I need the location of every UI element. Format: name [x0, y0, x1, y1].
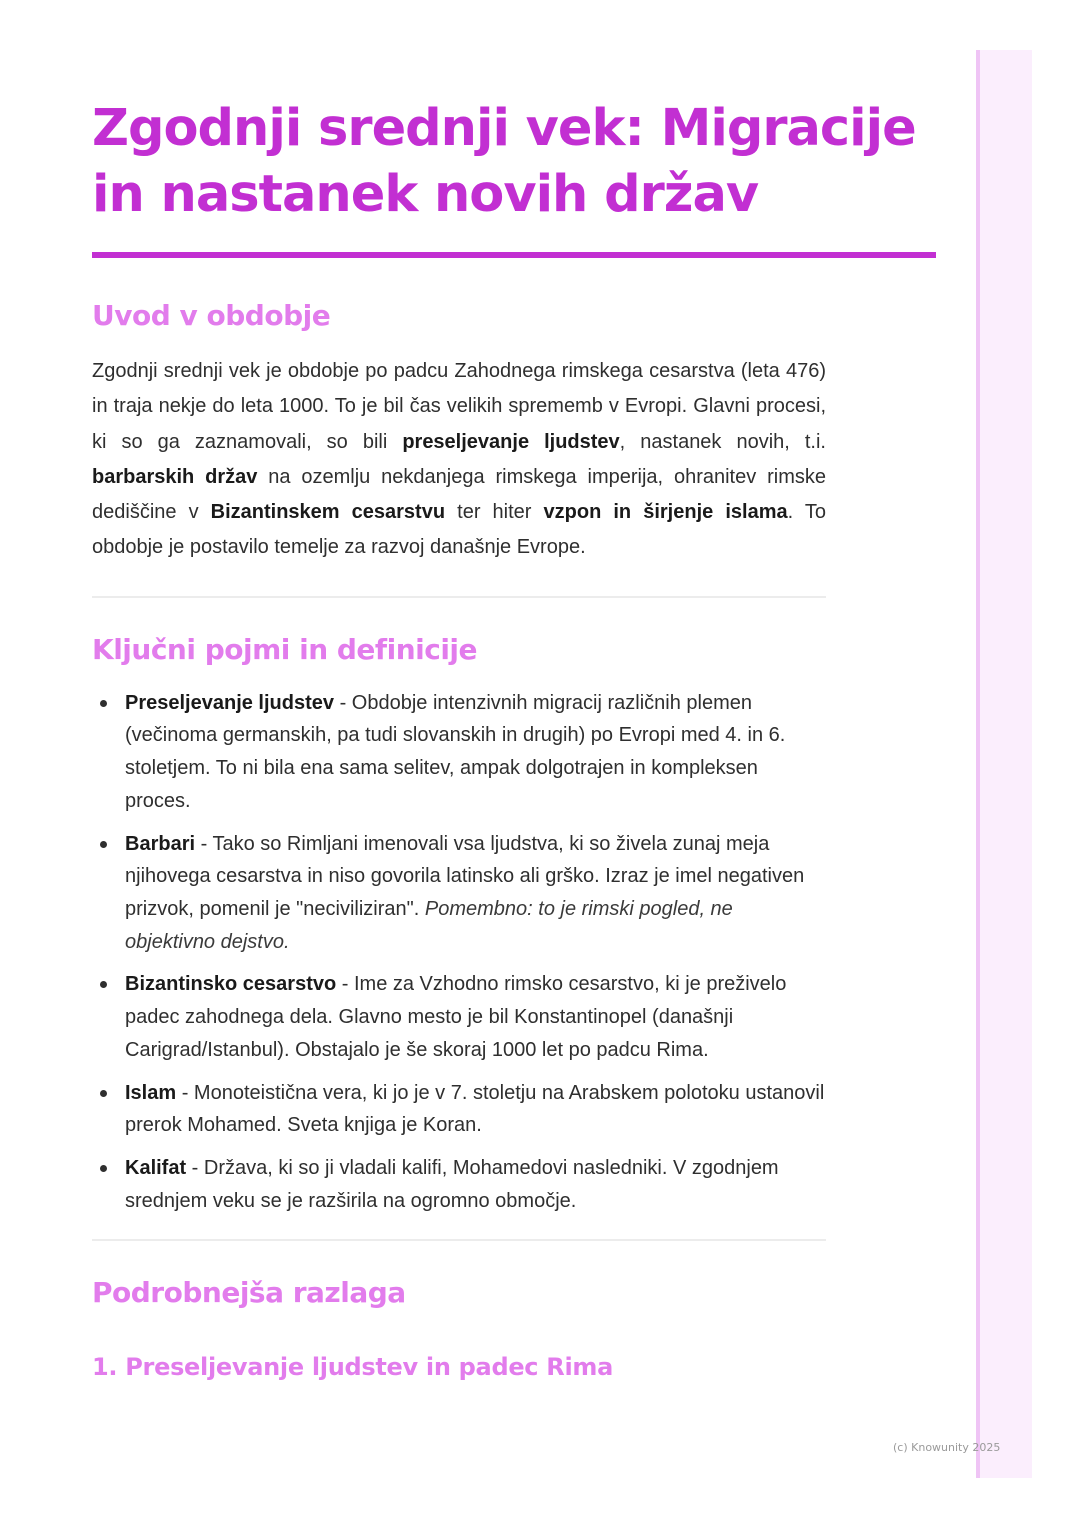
document-page	[92, 96, 936, 1383]
title-underline	[92, 252, 936, 258]
section-divider	[92, 596, 826, 598]
term-definition: - Ime za Vzhodno rimsko cesarstvo, ki je preživelo padec zahodnega dela. Glavno mesto je bil Konstantinopel (današnji Carigrad/Istanbul). Obstajalo je še skoraj 1000 let po padcu Rima.	[125, 973, 787, 1061]
bullet-icon	[100, 841, 107, 848]
list-item	[92, 1077, 826, 1142]
term-name: Kalifat	[125, 1156, 187, 1179]
section-heading-details: Podrobnejša razlaga	[92, 1276, 406, 1310]
term-name: Preseljevanje ljudstev	[125, 691, 335, 714]
term-name: Bizantinsko cesarstvo	[125, 973, 337, 996]
term-note: Pomembno: to je rimski pogled, ne objektivno dejstvo.	[125, 898, 733, 953]
terms-list	[92, 687, 826, 1218]
intro-bold-barbarian-states: barbarskih držav	[92, 465, 258, 488]
term-definition: - Država, ki so ji vladali kalifi, Mohamedovi nasledniki. V zgodnjem srednjem veku se je razširila na ogromno območje.	[125, 1156, 779, 1212]
intro-text-3: na ozemlju nekdanjega rimskega imperija, ohranitev rimske dediščine v	[92, 465, 826, 524]
intro-text-5: . To obdobje je postavilo temelje za razvoj današnje Evrope.	[92, 501, 826, 559]
intro-bold-islam: vzpon in širjenje islama	[543, 501, 788, 524]
bullet-icon	[100, 1090, 107, 1097]
intro-text-4: ter hiter	[445, 501, 544, 524]
intro-text-1: Zgodnji srednji vek je obdobje po padcu Zahodnega rimskega cesarstva (leta 476) in traja nekje do leta 1000. To je bil čas velikih sprememb v Evropi. Glavni procesi, ki so ga zaznamovali, so bili	[92, 360, 826, 453]
intro-bold-byzantine: Bizantinskem cesarstvu	[210, 501, 446, 524]
document-title: Zgodnji srednji vek: Migracije in nastanek novih držav	[92, 99, 916, 224]
intro-bold-migration: preseljevanje ljudstev	[402, 430, 620, 453]
section-heading-terms: Ključni pojmi in definicije	[92, 632, 478, 666]
intro-text-2: , nastanek novih, t.i.	[619, 430, 826, 453]
section-heading-intro: Uvod v obdobje	[92, 299, 331, 332]
section-divider	[92, 1239, 826, 1241]
copyright-footer: (c) Knowunity 2025	[893, 1441, 1001, 1454]
term-name: Islam	[125, 1081, 177, 1104]
side-margin-strip	[976, 50, 1032, 1478]
list-item	[92, 687, 826, 818]
bullet-icon	[100, 1165, 107, 1172]
bullet-icon	[100, 700, 107, 707]
subsection-heading-migration: 1. Preseljevanje ljudstev in padec Rima	[92, 1353, 613, 1382]
term-definition: - Tako so Rimljani imenovali vsa ljudstva, ki so živela zunaj meja njihovega cesarstva in niso govorila latinsko ali grško. Izraz je imel negativen prizvok, pomenil je "neciviliziran".	[125, 832, 805, 920]
term-definition: - Monoteistična vera, ki jo je v 7. stoletju na Arabskem polotoku ustanovil prerok Mohamed. Sveta knjiga je Koran.	[125, 1081, 825, 1137]
list-item	[92, 968, 826, 1066]
document-content	[92, 298, 826, 1383]
bullet-icon	[100, 981, 107, 988]
list-item	[92, 828, 826, 959]
list-item	[92, 1152, 826, 1217]
term-definition: - Obdobje intenzivnih migracij različnih plemen (večinoma germanskih, pa tudi slovanskih in drugih) po Evropi med 4. in 6. stoletjem. To ni bila ena sama selitev, ampak dolgotrajen in kompleksen proces.	[125, 691, 786, 812]
intro-paragraph	[92, 354, 826, 566]
term-name: Barbari	[125, 832, 196, 855]
